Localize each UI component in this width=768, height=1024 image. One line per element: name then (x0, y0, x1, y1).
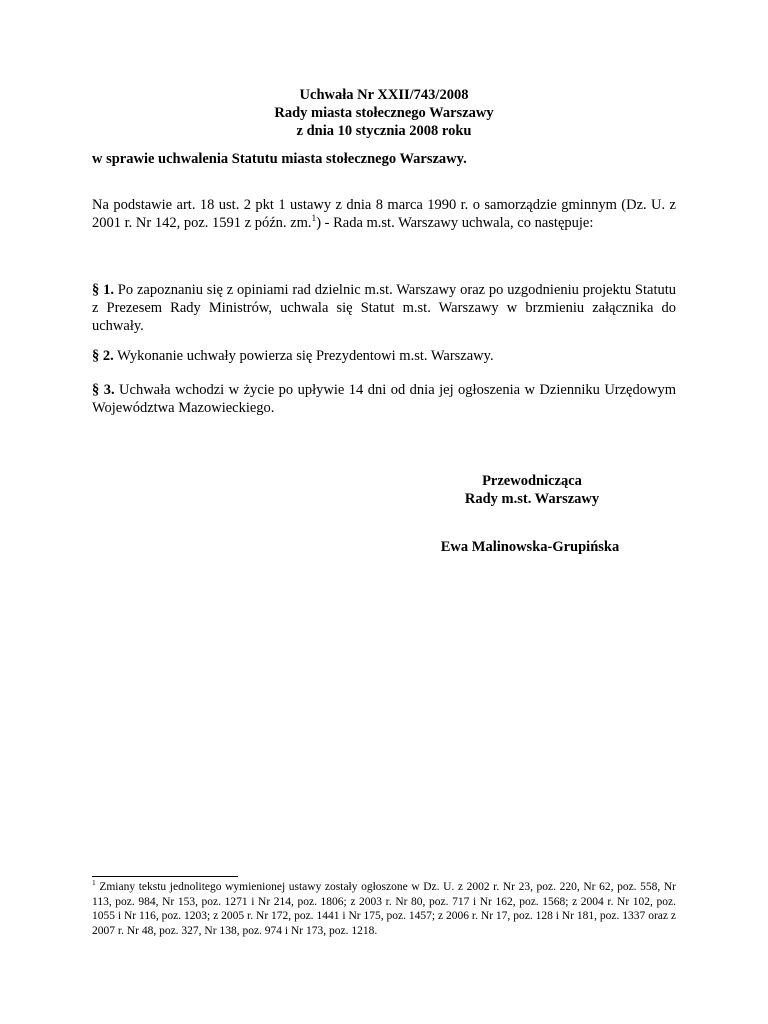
resolution-council: Rady miasta stołecznego Warszawy (274, 105, 494, 121)
signatory-title (432, 472, 632, 508)
section-1-mark: § 1. (92, 282, 114, 298)
footnote (92, 880, 676, 938)
legal-basis-text-end: ) - Rada m.st. Warszawy uchwala, co następuje: (316, 215, 594, 231)
signatory-title-line1: Przewodnicząca (482, 473, 582, 489)
resolution-date: z dnia 10 stycznia 2008 roku (296, 123, 472, 139)
resolution-subject: w sprawie uchwalenia Statutu miasta stołecznego Warszawy. (92, 151, 467, 167)
footnote-text: Zmiany tekstu jednolitego wymienionej ustawy zostały ogłoszone w Dz. U. z 2002 r. Nr 23, poz. 220, Nr 62, poz. 558, Nr 113, poz. 984, Nr 153, poz. 1271 i Nr 214, poz. 1806; z 2003 r. Nr 80, poz. 717 i Nr 162, poz. 1568; z 2004 r. Nr 102, poz. 1055 i Nr 116, poz. 1203; z 2005 r. Nr 172, poz. 1441 i Nr 175, poz. 1457; z 2006 r. Nr 17, poz. 128 i Nr 181, poz. 1337 oraz z 2007 r. Nr 48, poz. 327, Nr 138, poz. 974 i Nr 173, poz. 1218. (92, 881, 676, 937)
section-3-mark: § 3. (92, 382, 115, 398)
footnote-separator (92, 876, 238, 877)
section-2-mark: § 2. (92, 348, 114, 364)
section-2-paragraph (92, 347, 676, 365)
legal-basis-text: Na podstawie art. 18 ust. 2 pkt 1 ustawy z dnia 8 marca 1990 r. o samorządzie gminnym (Dz. U. z 2001 r. Nr 142, poz. 1591 z późn. zm. (92, 197, 676, 231)
footnote-reference: 1 (311, 214, 317, 225)
legal-basis-paragraph (92, 196, 676, 232)
section-1-text: Po zapoznaniu się z opiniami rad dzielnic m.st. Warszawy oraz po uzgodnieniu projektu Statutu z Prezesem Rady Ministrów, uchwala się Statut m.st. Warszawy w brzmieniu załącznika do uchwały. (92, 282, 677, 334)
section-3-paragraph (92, 381, 676, 417)
resolution-header (0, 86, 768, 140)
section-2-text: Wykonanie uchwały powierza się Prezydentowi m.st. Warszawy. (113, 348, 494, 364)
resolution-number: Uchwała Nr XXII/743/2008 (299, 87, 469, 103)
section-3-text: Uchwała wchodzi w życie po upływie 14 dni od dnia jej ogłoszenia w Dzienniku Urzędowym Województwa Mazowieckiego. (92, 382, 676, 416)
footnote-number: 1 (92, 878, 96, 888)
signatory-title-line2: Rady m.st. Warszawy (464, 491, 600, 507)
signatory-name: Ewa Malinowska-Grupińska (440, 539, 620, 555)
section-1-paragraph (92, 281, 676, 335)
